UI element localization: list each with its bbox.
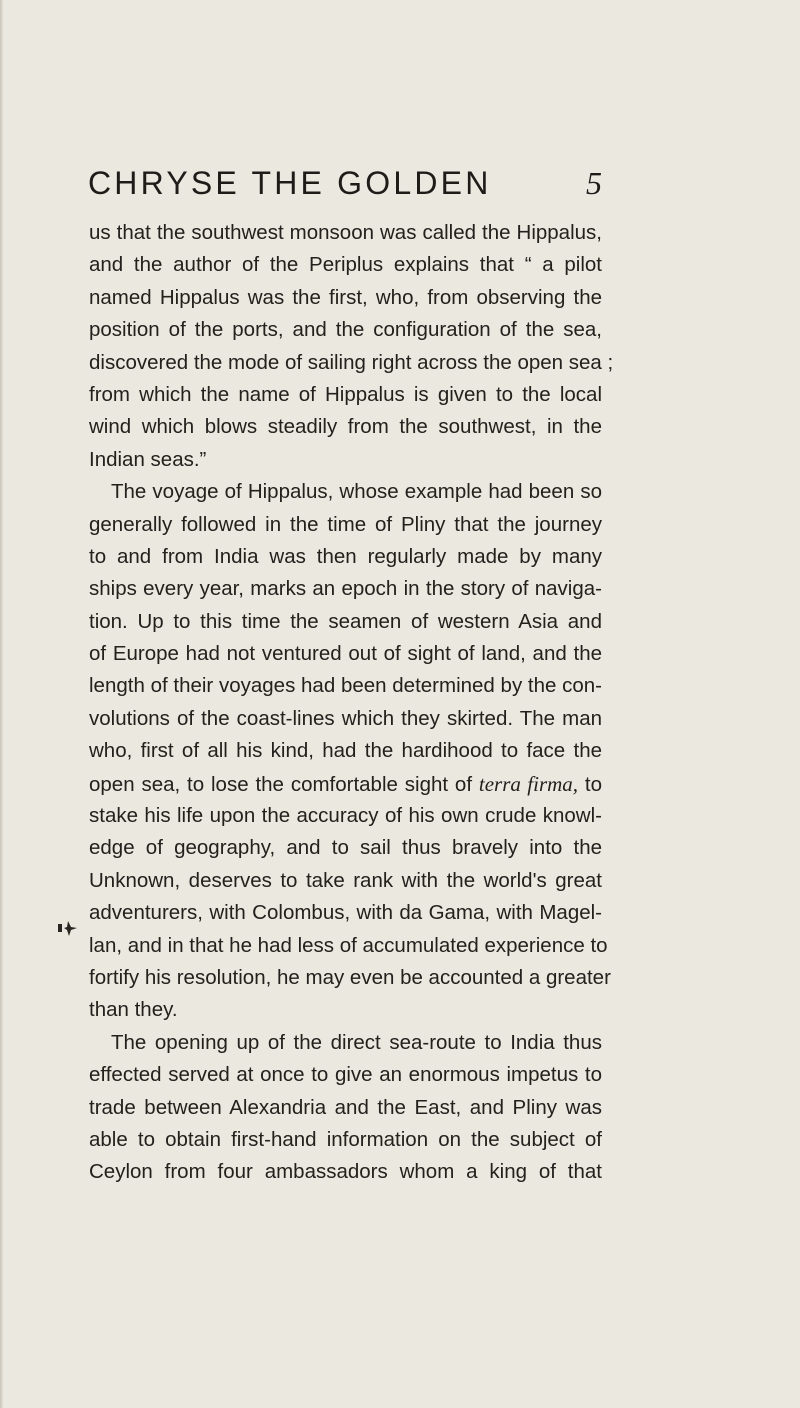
text-line: adventurers, with Colombus, with da Gama, with Magel- — [89, 901, 602, 925]
text-line: fortify his resolution, he may even be accounted a greater — [89, 965, 611, 989]
text-line: Ceylon from four ambassadors whom a king of that — [89, 1160, 602, 1184]
text-segment: to — [578, 772, 602, 796]
text-line: than they. — [89, 998, 178, 1022]
text-line: ships every year, marks an epoch in the story of naviga- — [89, 577, 602, 601]
text-line: generally followed in the time of Pliny that the journey — [89, 512, 602, 536]
running-title: CHRYSE THE GOLDEN — [88, 165, 492, 201]
text-line: Indian seas.” — [89, 447, 207, 471]
text-line: to and from India was then regularly made by many — [89, 544, 602, 568]
body-text — [89, 217, 614, 1189]
text-line: discovered the mode of sailing right across the open sea ; — [89, 350, 614, 374]
text-line: stake his life upon the accuracy of his own crude knowl- — [89, 804, 602, 828]
text-line: who, first of all his kind, had the hardihood to face the — [89, 739, 602, 763]
text-line: lan, and in that he had less of accumulated experience to — [89, 933, 608, 957]
text-line: named Hippalus was the first, who, from observing the — [89, 285, 602, 309]
text-line: us that the southwest monsoon was called the Hippalus, — [89, 221, 602, 244]
page-edge — [0, 0, 3, 1408]
text-line: wind which blows steadily from the southwest, in the — [89, 415, 602, 439]
ink-mark-icon — [56, 919, 78, 937]
text-line: effected served at once to give an enormous impetus to — [89, 1063, 602, 1087]
text-line: position of the ports, and the configuration of the sea, — [89, 318, 602, 342]
text-line: tion. Up to this time the seamen of western Asia and — [89, 609, 602, 633]
text-line: and the author of the Periplus explains that “ a pilot — [89, 253, 602, 277]
text-line: of Europe had not ventured out of sight of land, and the — [89, 642, 602, 666]
italic-term: terra firma, — [478, 771, 579, 796]
page-number: 5 — [586, 165, 602, 201]
paragraph-first-line: The opening up of the direct sea-route to India thus — [111, 1030, 602, 1054]
text-line: trade between Alexandria and the East, and Pliny was — [89, 1095, 602, 1119]
text-segment: open sea, to lose the comfortable sight of — [89, 772, 479, 796]
text-line: edge of geography, and to sail thus bravely into the — [89, 836, 602, 860]
running-head — [88, 163, 602, 203]
text-line: length of their voyages had been determined by the con- — [89, 674, 602, 698]
paragraph-first-line: The voyage of Hippalus, whose example had been so — [111, 480, 602, 504]
text-line: Unknown, deserves to take rank with the world's great — [89, 868, 602, 892]
text-line: from which the name of Hippalus is given to the local — [89, 382, 602, 406]
text-line: volutions of the coast-lines which they skirted. The man — [89, 706, 602, 730]
text-line: able to obtain first-hand information on the subject of — [89, 1127, 602, 1151]
text-line-with-italic — [89, 768, 602, 800]
